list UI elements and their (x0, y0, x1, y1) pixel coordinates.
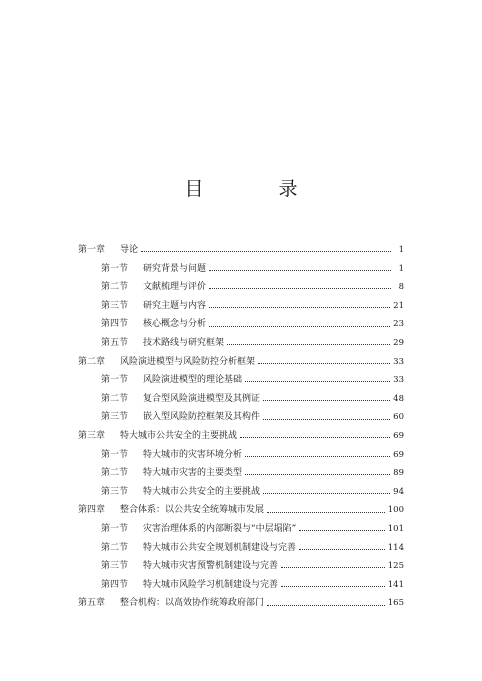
toc-entry-page-number: 94 (393, 486, 404, 497)
toc-entry-title: 特大城市的灾害环境分析 (143, 449, 243, 460)
toc-entry-title: 导论 (120, 245, 139, 255)
toc-entry-number: 第二节 (101, 393, 129, 404)
toc-dot-leader (281, 580, 385, 590)
toc-section-entry[interactable] (78, 464, 404, 483)
toc-entry-page-number: 165 (387, 598, 404, 609)
toc-dot-leader (245, 468, 390, 478)
toc-dot-leader (299, 524, 384, 534)
toc-section-entry[interactable] (78, 576, 404, 595)
toc-entry-number: 第一节 (101, 375, 129, 386)
toc-dot-leader (299, 543, 385, 553)
toc-section-entry[interactable] (78, 315, 404, 334)
toc-entry-number: 第三节 (101, 561, 129, 572)
page-title: 目 录 (184, 178, 326, 200)
toc-entry-number: 第三章 (78, 430, 106, 441)
toc-dot-leader (240, 431, 390, 441)
toc-chapter-entry[interactable] (78, 594, 404, 613)
toc-entry-page-number: 1 (398, 245, 404, 255)
toc-entry-title: 整合机构：以高效协作统筹政府部门 (120, 598, 265, 609)
toc-dot-leader (227, 338, 390, 348)
toc-entry-page-number: 33 (393, 356, 404, 367)
toc-entry-title: 特大城市公共安全的主要挑战 (143, 486, 261, 497)
toc-entry-page-number: 48 (393, 393, 404, 404)
toc-section-entry[interactable] (78, 408, 404, 427)
toc-entry-title: 核心概念与分析 (143, 319, 207, 330)
toc-entry-number: 第二章 (78, 356, 106, 367)
toc-dot-leader (209, 301, 390, 311)
toc-section-entry[interactable] (78, 278, 404, 297)
toc-dot-leader (209, 264, 391, 274)
toc-entry-title: 嵌入型风险防控框架及其构件 (143, 412, 261, 423)
toc-dot-leader (141, 245, 391, 255)
toc-entry-title: 特大城市公共安全规划机制建设与完善 (143, 542, 297, 553)
toc-entry-title: 特大城市灾害预警机制建设与完善 (143, 561, 279, 572)
toc-entry-number: 第五节 (101, 337, 129, 348)
toc-section-entry[interactable] (78, 390, 404, 409)
toc-entry-page-number: 141 (387, 579, 404, 590)
toc-entry-number: 第一节 (101, 263, 129, 274)
toc-dot-leader (267, 599, 385, 609)
toc-entry-number: 第四章 (78, 505, 106, 516)
toc-entry-title: 灾害治理体系的内部断裂与“中层塌陷” (143, 523, 297, 534)
toc-entry-title: 风险演进模型的理论基础 (143, 375, 243, 386)
toc-entry-number: 第四节 (101, 579, 129, 590)
toc-chapter-entry[interactable] (78, 241, 404, 260)
toc-section-entry[interactable] (78, 539, 404, 558)
toc-entry-page-number: 60 (393, 412, 404, 423)
toc-dot-leader (245, 450, 390, 460)
toc-entry-page-number: 21 (393, 300, 404, 311)
toc-entry-page-number: 114 (387, 542, 404, 553)
toc-chapter-entry[interactable] (78, 353, 404, 372)
toc-entry-title: 整合体系：以公共安全统筹城市发展 (120, 505, 265, 516)
toc-dot-leader (209, 320, 390, 330)
toc-dot-leader (267, 506, 385, 516)
toc-entry-title: 特大城市风险学习机制建设与完善 (143, 579, 279, 590)
toc-entry-page-number: 89 (393, 468, 404, 479)
toc-entry-page-number: 29 (393, 337, 404, 348)
toc-entry-page-number: 1 (398, 263, 404, 274)
toc-entry-number: 第二节 (101, 282, 129, 293)
toc-entry-page-number: 125 (387, 561, 404, 572)
toc-entry-title: 研究背景与问题 (143, 263, 207, 274)
toc-chapter-entry[interactable] (78, 501, 404, 520)
toc-entry-page-number: 69 (393, 430, 404, 441)
toc-entry-page-number: 69 (393, 449, 404, 460)
toc-entry-page-number: 100 (387, 505, 404, 516)
toc-section-entry[interactable] (78, 260, 404, 279)
toc-entry-title: 技术路线与研究框架 (143, 337, 225, 348)
toc-entry-number: 第一章 (78, 245, 106, 255)
toc-section-entry[interactable] (78, 334, 404, 353)
toc-entry-title: 研究主题与内容 (143, 300, 207, 311)
toc-entry-page-number: 23 (393, 319, 404, 330)
toc-entry-title: 复合型风险演进模型及其例证 (143, 393, 261, 404)
toc-section-entry[interactable] (78, 483, 404, 502)
toc-entry-page-number: 8 (398, 282, 404, 293)
toc-section-entry[interactable] (78, 557, 404, 576)
toc-chapter-entry[interactable] (78, 427, 404, 446)
toc-section-entry[interactable] (78, 520, 404, 539)
toc-entry-number: 第三节 (101, 486, 129, 497)
toc-entry-number: 第三节 (101, 300, 129, 311)
toc-dot-leader (281, 561, 385, 571)
toc-entry-number: 第二节 (101, 468, 129, 479)
toc-dot-leader (258, 357, 390, 367)
toc-entry-number: 第二节 (101, 542, 129, 553)
toc-entry-number: 第四节 (101, 319, 129, 330)
toc-entry-number: 第三节 (101, 412, 129, 423)
toc-entry-page-number: 33 (393, 375, 404, 386)
toc-entry-page-number: 101 (387, 523, 404, 534)
table-of-contents (78, 241, 404, 613)
toc-entry-number: 第一节 (101, 449, 129, 460)
toc-entry-title: 特大城市灾害的主要类型 (143, 468, 243, 479)
toc-section-entry[interactable] (78, 297, 404, 316)
toc-dot-leader (209, 282, 391, 292)
toc-dot-leader (263, 487, 390, 497)
toc-entry-title: 特大城市公共安全的主要挑战 (120, 430, 238, 441)
toc-entry-number: 第一节 (101, 523, 129, 534)
toc-section-entry[interactable] (78, 371, 404, 390)
toc-entry-title: 文献梳理与评价 (143, 282, 207, 293)
toc-dot-leader (245, 375, 390, 385)
toc-dot-leader (263, 394, 390, 404)
toc-entry-number: 第五章 (78, 598, 106, 609)
toc-dot-leader (263, 413, 390, 423)
toc-entry-title: 风险演进模型与风险防控分析框架 (120, 356, 256, 367)
toc-section-entry[interactable] (78, 446, 404, 465)
